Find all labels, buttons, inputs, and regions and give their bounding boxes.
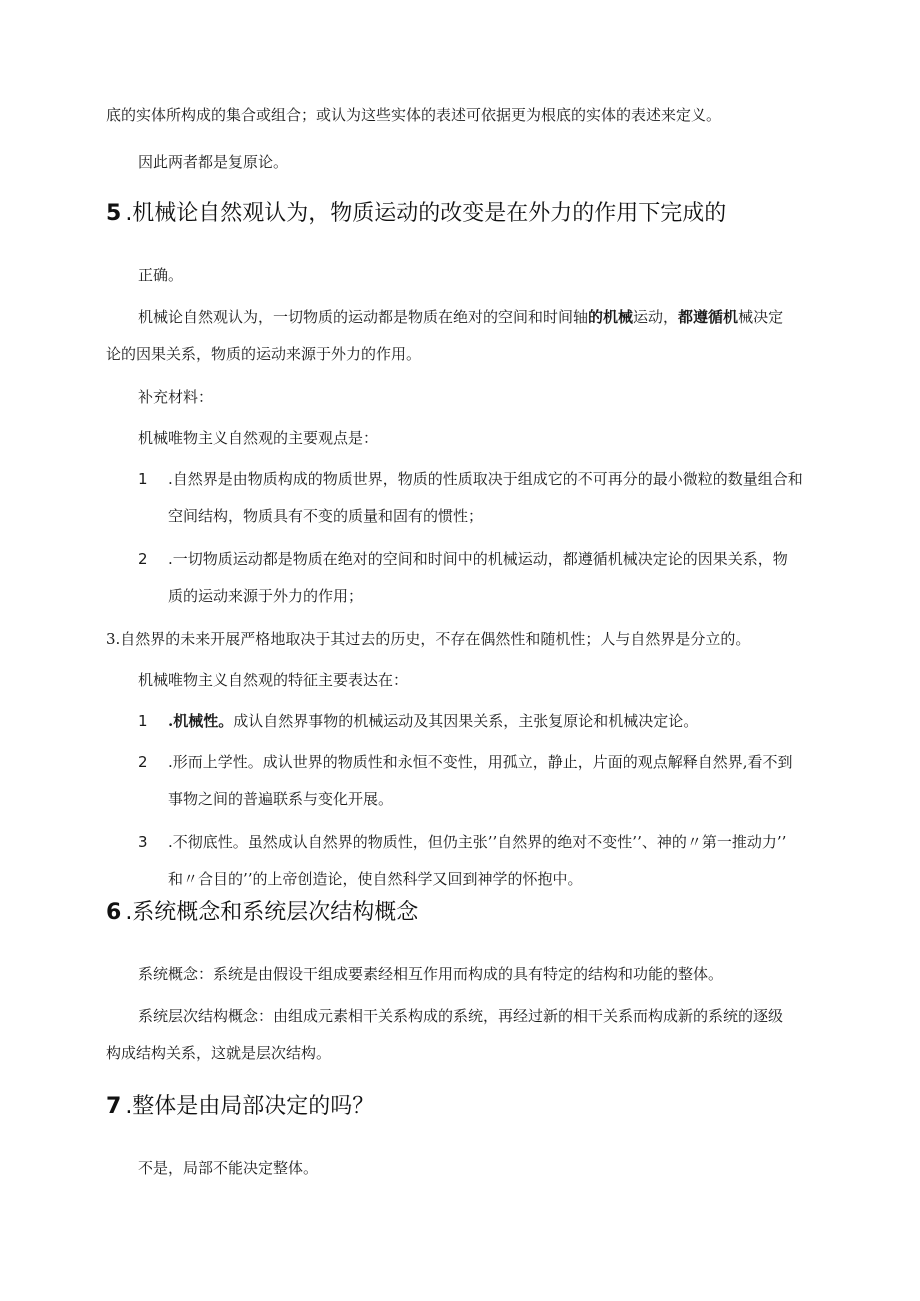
views-intro: 机械唯物主义自然观的主要观点是： <box>138 429 379 447</box>
feature-1-number: 1 <box>138 712 148 730</box>
hierarchy-concept-line-1: 系统层次结构概念：由组成元素相干关系构成的系统，再经过新的相干关系而构成新的系统的逐级 <box>138 1007 784 1025</box>
view-2-number: 2 <box>138 550 148 568</box>
feature-3-text: .不彻底性。虽然成认自然界的物质性，但仍主张’’自然界的绝对不变性’’、神的〃第一推动力’’ <box>168 833 787 851</box>
intro-line-1: 底的实体所构成的集合或组合；或认为这些实体的表述可依据更为根底的实体的表述来定义。 <box>106 106 722 124</box>
section-5-explain-line-1 <box>138 308 783 326</box>
feature-3-line-2: 和〃合目的’’的上帝创造论，使自然科学又回到神学的怀抱中。 <box>168 870 583 888</box>
section-6-heading <box>106 899 418 927</box>
system-concept: 系统概念：系统是由假设干组成要素经相互作用而构成的具有特定的结构和功能的整体。 <box>138 965 724 983</box>
section-6-title: .系统概念和系统层次结构概念 <box>125 900 419 925</box>
section-7-answer: 不是，局部不能决定整体。 <box>138 1159 319 1177</box>
view-1-text: .自然界是由物质构成的物质世界，物质的性质取决于组成它的不可再分的最小微粒的数量组合和 <box>168 470 803 488</box>
view-1-line-2: 空间结构，物质具有不变的质量和固有的惯性； <box>168 507 484 525</box>
section-7-heading <box>106 1093 374 1121</box>
features-intro: 机械唯物主义自然观的特征主要表达在： <box>138 671 409 689</box>
section-5-title: .机械论自然观认为，物质运动的改变是在外力的作用下完成的 <box>125 201 727 226</box>
feature-2-number: 2 <box>138 753 148 771</box>
section-7-number: 7 <box>106 1094 122 1119</box>
feature-2-line-1 <box>138 753 793 771</box>
view-1-line-1 <box>138 470 803 488</box>
view-2-text: .一切物质运动都是物质在绝对的空间和时间中的机械运动，都遵循机械决定论的因果关系，物 <box>168 550 788 568</box>
feature-3-line-1 <box>138 833 786 851</box>
view-1-number: 1 <box>138 470 148 488</box>
view-3: 3.自然界的未来开展严格地取决于其过去的历史，不存在偶然性和随机性；人与自然界是分立的。 <box>106 630 751 648</box>
section-5-number: 5 <box>106 201 122 226</box>
feature-1-line-1 <box>138 712 698 730</box>
feature-2-line-2: 事物之间的普遍联系与变化开展。 <box>168 790 394 808</box>
section-5-answer: 正确。 <box>138 266 184 284</box>
explain-text-a: 机械论自然观认为，一切物质的运动都是物质在绝对的空间和时间轴 <box>138 308 589 326</box>
explain-text-d: 都遵循机 <box>678 308 739 326</box>
view-2-line-2: 质的运动来源于外力的作用； <box>168 587 364 605</box>
feature-1-bold: .机械性。 <box>168 712 234 730</box>
section-6-number: 6 <box>106 900 122 925</box>
hierarchy-concept-line-2: 构成结构关系，这就是层次结构。 <box>106 1044 332 1062</box>
section-5-heading <box>106 200 726 228</box>
intro-line-2: 因此两者都是复原论。 <box>138 153 289 171</box>
feature-3-number: 3 <box>138 833 148 851</box>
view-2-line-1 <box>138 550 788 568</box>
section-7-title: .整体是由局部决定的吗？ <box>125 1094 375 1119</box>
supplement-label: 补充材料： <box>138 388 214 406</box>
explain-text-c: 运动， <box>633 308 679 326</box>
explain-text-e: 械决定 <box>738 308 784 326</box>
explain-text-b: 的机械 <box>588 308 634 326</box>
section-5-explain-line-2: 论的因果关系，物质的运动来源于外力的作用。 <box>106 345 422 363</box>
feature-1-text: 成认自然界事物的机械运动及其因果关系，主张复原论和机械决定论。 <box>233 712 699 730</box>
feature-2-text: .形而上学性。成认世界的物质性和永恒不变性，用孤立，静止，片面的观点解释自然界,看不到 <box>168 753 793 771</box>
